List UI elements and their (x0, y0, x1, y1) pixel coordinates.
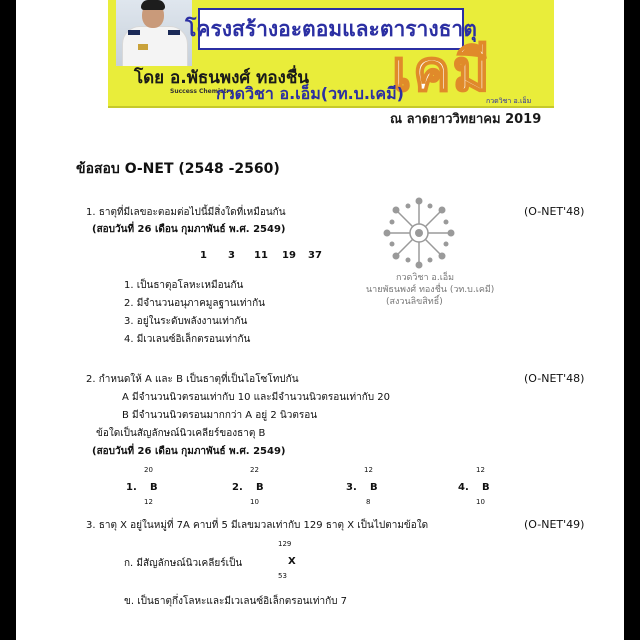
small-credit: กวดวิชา อ.เอ็ม (486, 97, 532, 105)
q2-option-atomic: 8 (366, 498, 371, 506)
q2-option-number: 3. (346, 482, 357, 493)
success-label: Success Chemistry (170, 88, 234, 95)
q2-option-atomic: 10 (476, 498, 485, 506)
teacher-photo (116, 0, 192, 66)
watermark-line-3: (สงวนลิขสิทธิ์) (386, 297, 443, 307)
q2-option-atomic: 10 (250, 498, 259, 506)
q1-choice: 4. มีเวเลนซ์อิเล็กตรอนเท่ากัน (124, 334, 251, 345)
watermark-line-2: นายพัธนพงศ์ ทองชื่น (วท.บ.เคมี) (366, 285, 495, 295)
q2-option-mass: 12 (476, 466, 485, 474)
q2-date: (สอบวันที่ 26 เดือน กุมภาพันธ์ พ.ศ. 2549) (92, 446, 286, 457)
q1-number: 1 (200, 250, 207, 261)
school-line: ณ ลาดยาววิทยาคม 2019 (390, 112, 542, 127)
q2-option-number: 2. (232, 482, 243, 493)
q1-number: 37 (308, 250, 322, 261)
q3-symbol: X (288, 556, 296, 567)
q3-choice-a: ก. มีสัญลักษณ์นิวเคลียร์เป็น (124, 558, 243, 569)
q2-option-mass: 12 (364, 466, 373, 474)
q1-tag: (O-NET'48) (524, 205, 585, 218)
q1-date: (สอบวันที่ 26 เดือน กุมภาพันธ์ พ.ศ. 2549) (92, 224, 286, 235)
watermark-atom-icon (382, 196, 456, 270)
q2-option-symbol: B (370, 482, 378, 493)
q3-stem: 3. ธาตุ X อยู่ในหมู่ที่ 7A คาบที่ 5 มีเลขมวลเท่ากับ 129 ธาตุ X เป็นไปตามข้อใด (86, 520, 429, 531)
q3-atomic-number: 53 (278, 572, 287, 580)
q2-stem: 2. กำหนดให้ A และ B เป็นธาตุที่เป็นไอโซโทปกัน (86, 374, 299, 385)
q2-tag: (O-NET'48) (524, 372, 585, 385)
q1-choice: 2. มีจำนวนอนุภาคมูลฐานเท่ากัน (124, 298, 266, 309)
q3-tag: (O-NET'49) (524, 518, 585, 531)
q2-ask: ข้อใดเป็นสัญลักษณ์นิวเคลียร์ของธาตุ B (96, 428, 266, 439)
q2-option-number: 4. (458, 482, 469, 493)
q1-number: 3 (228, 250, 235, 261)
exam-heading: ข้อสอบ O-NET (2548 -2560) (76, 161, 280, 177)
q3-choice-b: ข. เป็นธาตุกึ่งโลหะและมีเวเลนซ์อิเล็กตรอนเท่ากับ 7 (124, 596, 348, 607)
q2-line-b: B มีจำนวนนิวตรอนมากกว่า A อยู่ 2 นิวตรอน (122, 410, 318, 421)
q2-option-atomic: 12 (144, 498, 153, 506)
q1-choice: 1. เป็นธาตุอโลหะเหมือนกัน (124, 280, 244, 291)
author-line: โดย อ.พัธนพงศ์ ทองชื่น (134, 68, 310, 88)
tutor-line: กวดวิชา อ.เอ็ม(วท.บ.เคมี) (216, 84, 404, 103)
document-page (16, 0, 624, 640)
q3-mass-number: 129 (278, 540, 292, 548)
q1-stem: 1. ธาตุที่มีเลขอะตอมต่อไปนี้มีสิ่งใดที่เหมือนกัน (86, 207, 286, 218)
q2-option-mass: 22 (250, 466, 259, 474)
q2-option-symbol: B (256, 482, 264, 493)
document-title: โครงสร้างอะตอมและตารางธาตุ (185, 16, 477, 41)
watermark-line-1: กวดวิชา อ.เอ็ม (396, 273, 455, 283)
subject-logo-text: เคมี (392, 38, 492, 104)
q1-choice: 3. อยู่ในระดับพลังงานเท่ากัน (124, 316, 248, 327)
q2-line-a: A มีจำนวนนิวตรอนเท่ากับ 10 และมีจำนวนนิวตรอนเท่ากับ 20 (122, 392, 391, 403)
q2-option-symbol: B (150, 482, 158, 493)
q2-option-symbol: B (482, 482, 490, 493)
q2-option-number: 1. (126, 482, 137, 493)
q2-option-mass: 20 (144, 466, 153, 474)
q1-number: 11 (254, 250, 268, 261)
q1-number: 19 (282, 250, 296, 261)
